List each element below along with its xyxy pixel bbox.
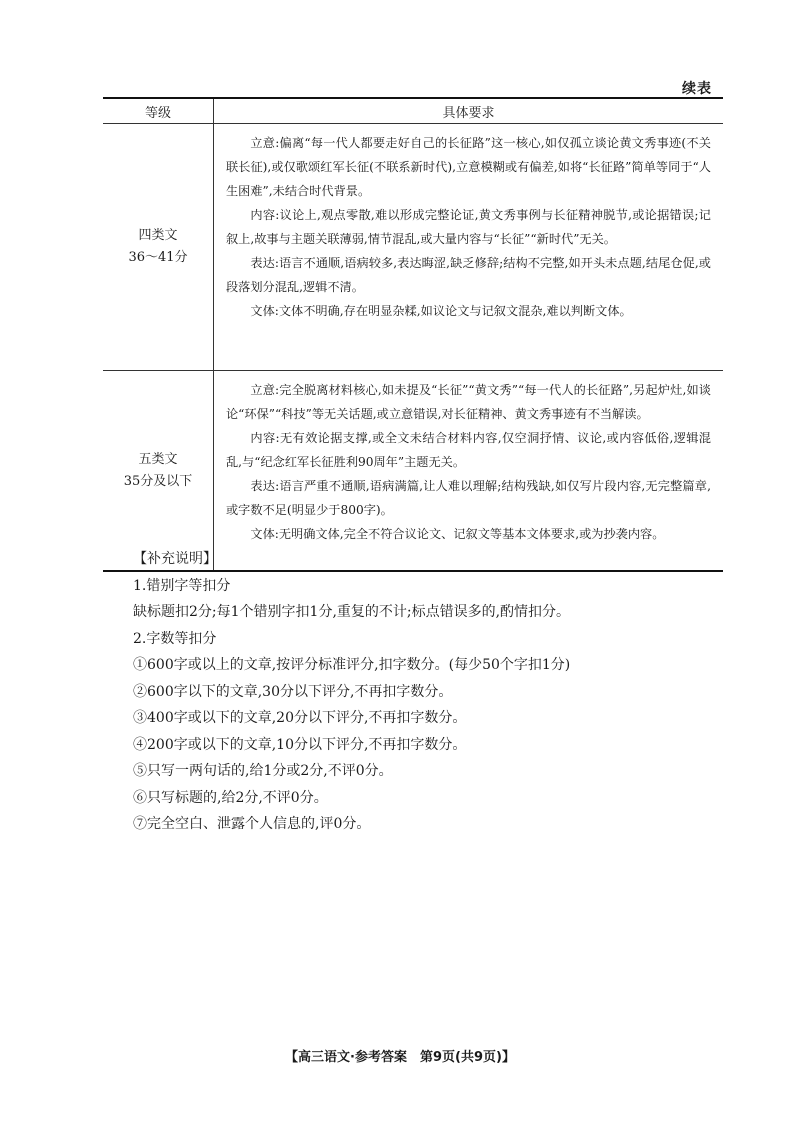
- list-item: ⑦完全空白、泄露个人信息的,评0分。: [133, 816, 371, 832]
- grade-cell: [103, 371, 214, 572]
- requirement-paragraph: 立意:偏离“每一代人都要走好自己的长征路”这一核心,如仅孤立谈论黄文秀事迹(不关联长征),或仅歌颂红军长征(不联系新时代),立意模糊或有偏差,如将“长征路”简单等同于“人生困难”,未结合时代背景。: [226, 136, 711, 198]
- requirement-paragraph: 立意:完全脱离材料核心,如未提及“长征”“黄文秀”“每一代人的长征路”,另起炉灶,如谈论“环保”“科技”等无关话题,或立意错误,对长征精神、黄文秀事迹有不当解读。: [226, 383, 711, 421]
- grade-name: 五类文: [138, 451, 178, 467]
- section-text: 缺标题扣2分;每1个错别字扣1分,重复的不计;标点错误多的,酌情扣分。: [133, 604, 571, 620]
- requirements-cell: [214, 124, 724, 371]
- table-row: [103, 124, 723, 371]
- header-grade: 等级: [103, 98, 214, 124]
- list-item: ①600字或以上的文章,按评分标准评分,扣字数分。(每少50个字扣1分): [133, 657, 571, 673]
- grading-table: [103, 97, 723, 572]
- grade-score-range: 35分及以下: [123, 473, 193, 489]
- grade-cell: [103, 124, 214, 371]
- continued-table-label: 续表: [682, 81, 712, 97]
- requirement-paragraph: 内容:无有效论据支撑,或全文未结合材料内容,仅空洞抒情、议论,或内容低俗,逻辑混乱,与“纪念红军长征胜利90周年”主题无关。: [226, 431, 711, 469]
- list-item: ②600字以下的文章,30分以下评分,不再扣字数分。: [133, 683, 453, 700]
- supplementary-notes: [133, 546, 733, 838]
- header-requirements: 具体要求: [214, 98, 724, 124]
- list-item: ④200字或以下的文章,10分以下评分,不再扣字数分。: [133, 736, 467, 753]
- requirement-paragraph: 文体:文体不明确,存在明显杂糅,如议论文与记叙文混杂,难以判断文体。: [250, 304, 632, 318]
- list-item: ⑥只写标题的,给2分,不评0分。: [133, 789, 328, 806]
- notes-heading: 【补充说明】: [133, 551, 217, 567]
- requirement-paragraph: 表达:语言不通顺,语病较多,表达晦涩,缺乏修辞;结构不完整,如开头未点题,结尾仓促,或段落划分混乱,逻辑不清。: [226, 256, 711, 294]
- section-title: 2.字数等扣分: [133, 630, 217, 647]
- requirement-paragraph: 内容:议论上,观点零散,难以形成完整论证,黄文秀事例与长征精神脱节,或论据错误;记叙上,故事与主题关联薄弱,情节混乱,或大量内容与“长征”“新时代”无关。: [226, 208, 711, 246]
- grade-name: 四类文: [138, 228, 178, 243]
- requirement-paragraph: 表达:语言严重不通顺,语病满篇,让人难以理解;结构残缺,如仅写片段内容,无完整篇章,或字数不足(明显少于800字)。: [226, 479, 711, 517]
- list-item: ⑤只写一两句话的,给1分或2分,不评0分。: [133, 763, 393, 779]
- table-row: [103, 371, 723, 572]
- section-title: 1.错别字等扣分: [133, 577, 231, 594]
- grade-score-range: 36～41分: [128, 250, 188, 265]
- requirement-paragraph: 文体:无明确文体,完全不符合议论文、记叙文等基本文体要求,或为抄袭内容。: [250, 527, 665, 541]
- list-item: ③400字或以下的文章,20分以下评分,不再扣字数分。: [133, 710, 467, 726]
- requirements-cell: [214, 371, 724, 572]
- page-footer: 【高三语文·参考答案 第9页(共9页)】: [285, 1050, 515, 1065]
